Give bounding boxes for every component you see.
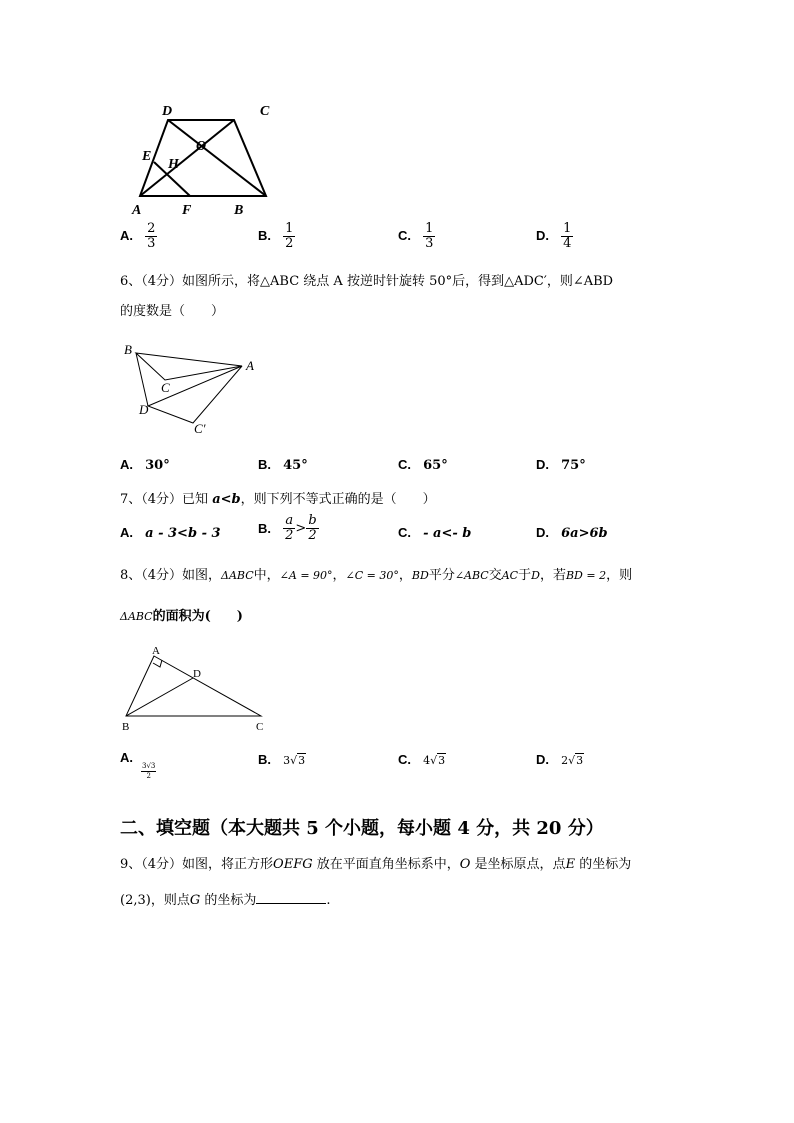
q8-option-b[interactable]: B. 3√3 bbox=[258, 752, 306, 767]
section-2-title: 二、填空题（本大题共 5 个小题，每小题 4 分，共 20 分） bbox=[120, 818, 604, 839]
q7-option-d[interactable]: D. 6a>6b bbox=[536, 525, 608, 541]
q8-option-a[interactable]: A. bbox=[120, 750, 133, 765]
q8-option-d[interactable]: D. 2√3 bbox=[536, 752, 584, 767]
q8-label-C: C bbox=[256, 721, 264, 733]
q8-option-c[interactable]: C. 4√3 bbox=[398, 752, 446, 767]
q5-label-B: B bbox=[234, 203, 244, 218]
q5-label-O: O bbox=[196, 139, 207, 154]
q6-question-line2: 的度数是（ ） bbox=[120, 304, 225, 319]
q6-rotation-figure bbox=[118, 340, 268, 440]
q6-label-C: C bbox=[161, 380, 170, 395]
q5-label-H: H bbox=[168, 157, 179, 172]
q5-parallelogram-figure bbox=[130, 98, 280, 220]
q5-option-b[interactable]: B. $\frac{1}{2}$ bbox=[258, 221, 294, 251]
q6-option-c[interactable]: C. 65° bbox=[398, 457, 448, 473]
q7-option-c[interactable]: C. - a<- b bbox=[398, 525, 472, 541]
q5-option-a[interactable]: A. $\frac{2}{3}$ bbox=[120, 221, 156, 251]
q7-option-a[interactable]: A. a - 3<b - 3 bbox=[120, 525, 221, 541]
q6-option-b[interactable]: B. 45° bbox=[258, 457, 308, 473]
q6-option-a[interactable]: A. 30° bbox=[120, 457, 170, 473]
q5-option-c[interactable]: C. $\frac{1}{3}$ bbox=[398, 221, 434, 251]
q6-label-D: D bbox=[139, 402, 149, 417]
q8-question-line1: 8、（4分）如图，ΔABC中，∠A = 90°，∠C = 30°，BD平分∠ABC交AC于D，若BD = 2，则 bbox=[120, 568, 633, 583]
q6-question-line1: 6、（4分）如图所示，将△ABC 绕点 A 按逆时针旋转 50°后，得到△ADC′，则∠ABD bbox=[120, 274, 614, 289]
q5-label-E: E bbox=[142, 149, 152, 164]
q9-question-line2: (2,3)，则点G 的坐标为 . bbox=[120, 893, 331, 908]
q5-label-A: A bbox=[132, 203, 142, 218]
q7-question: 7、（4分）已知 a<b，则下列不等式正确的是（ ） bbox=[120, 492, 436, 507]
q7-option-b[interactable]: B. $\frac{a}{2}$ > $\frac{b}{2}$ bbox=[258, 513, 317, 543]
q5-label-D: D bbox=[162, 104, 173, 119]
q9-answer-blank[interactable] bbox=[256, 891, 326, 904]
q8-label-D: D bbox=[193, 668, 201, 680]
q8-question-line2: ΔABC的面积为( ) bbox=[120, 609, 243, 624]
q6-label-C-prime: C′ bbox=[194, 421, 206, 436]
q5-label-F: F bbox=[182, 203, 192, 218]
q8-option-a-fraction: 3√3 2 bbox=[142, 762, 156, 780]
q6-option-d[interactable]: D. 75° bbox=[536, 457, 586, 473]
q9-question-line1: 9、（4分）如图，将正方形OEFG 放在平面直角坐标系中，O 是坐标原点，点E 的坐标为 bbox=[120, 857, 632, 872]
q8-triangle-figure bbox=[116, 644, 276, 736]
q8-label-A: A bbox=[152, 645, 160, 657]
q8-label-B: B bbox=[122, 721, 130, 733]
q5-parallelogram bbox=[140, 120, 266, 196]
q5-option-d[interactable]: D. $\frac{1}{4}$ bbox=[536, 221, 572, 251]
q5-label-C: C bbox=[260, 104, 270, 119]
q6-label-A: A bbox=[246, 358, 254, 373]
q6-label-B: B bbox=[124, 342, 132, 357]
